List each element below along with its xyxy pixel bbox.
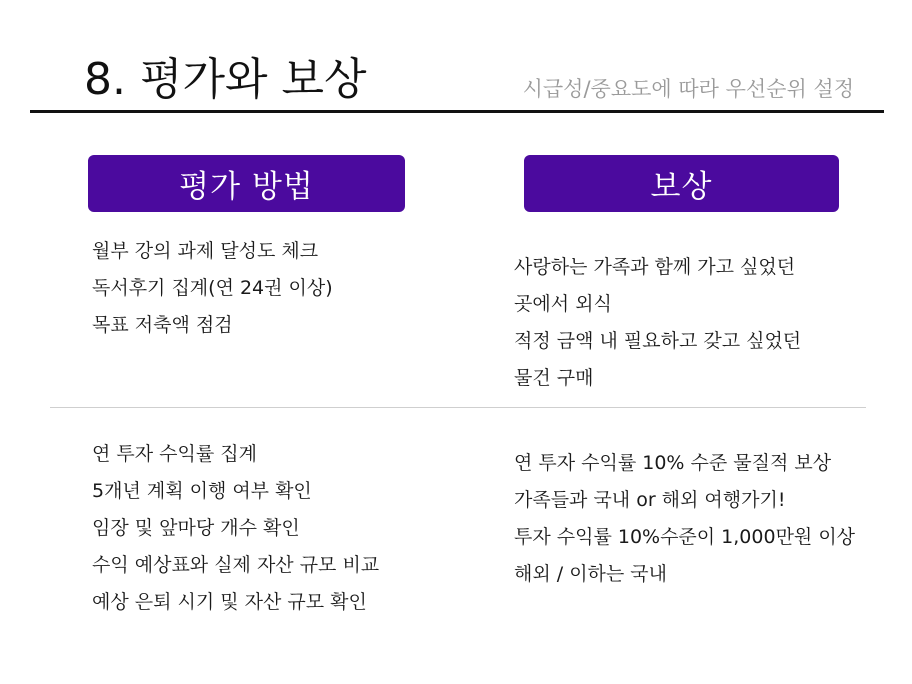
list-item: 독서후기 집계(연 24권 이상) [92, 277, 333, 299]
list-item: 월부 강의 과제 달성도 체크 [92, 240, 319, 262]
title-divider [30, 110, 884, 113]
list-item: 투자 수익률 10%수준이 1,000만원 이상 [514, 526, 856, 548]
list-item: 해외 / 이하는 국내 [514, 563, 667, 585]
evaluation-top-list [92, 233, 333, 344]
list-item: 목표 저축액 점검 [92, 314, 233, 336]
list-item: 적정 금액 내 필요하고 갖고 싶었던 [514, 330, 802, 352]
list-item: 연 투자 수익률 10% 수준 물질적 보상 [514, 452, 832, 474]
reward-bottom-list [514, 445, 855, 593]
list-item: 사랑하는 가족과 함께 가고 싶었던 [514, 256, 796, 278]
section-divider [50, 407, 866, 408]
list-item: 수익 예상표와 실제 자산 규모 비교 [92, 554, 380, 576]
list-item: 5개년 계획 이행 여부 확인 [92, 480, 312, 502]
list-item: 물건 구매 [514, 367, 594, 389]
evaluation-bottom-list [92, 436, 379, 621]
page-subtitle: 시급성/중요도에 따라 우선순위 설정 [522, 77, 854, 101]
list-item: 예상 은퇴 시기 및 자산 규모 확인 [92, 591, 367, 613]
list-item: 곳에서 외식 [514, 293, 612, 315]
reward-header: 보상 [524, 155, 839, 212]
reward-top-list [514, 249, 801, 397]
list-item: 임장 및 앞마당 개수 확인 [92, 517, 300, 539]
evaluation-header: 평가 방법 [88, 155, 405, 212]
page-title: 8. 평가와 보상 [84, 54, 367, 105]
list-item: 가족들과 국내 or 해외 여행가기! [514, 489, 786, 511]
list-item: 연 투자 수익률 집계 [92, 443, 257, 465]
